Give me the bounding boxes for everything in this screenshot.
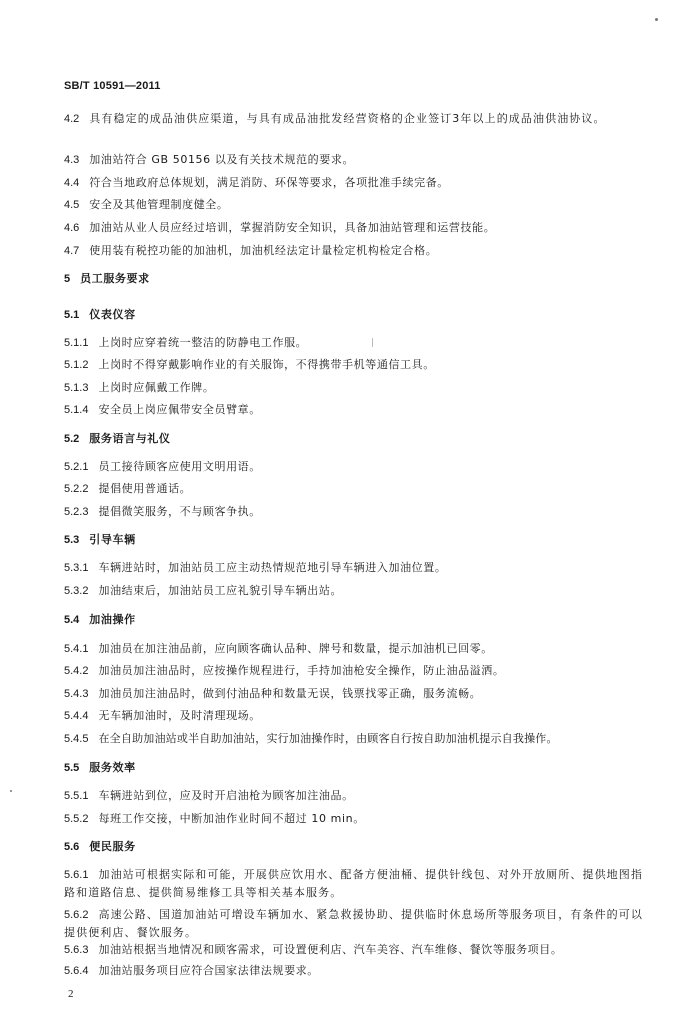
scan-speck (655, 18, 658, 21)
clause-5-2-1 (64, 458, 644, 476)
clause-5-1-2 (64, 356, 644, 374)
clause-text: 高速公路、国道加油站可增设车辆加水、紧急救援协助、提供临时休息场所等服务项目，有条件的可以提供便利店、餐饮服务。 (64, 908, 643, 939)
clause-number: 5.3.2 (64, 585, 89, 597)
clause-text: 使用装有税控功能的加油机，加油机经法定计量检定机构检定合格。 (89, 244, 438, 257)
section-title: 加油操作 (89, 613, 136, 626)
clause-number: 4.4 (64, 177, 80, 189)
clause-5-3-1 (64, 559, 644, 577)
subsection-heading-5-3 (64, 531, 644, 549)
clause-number: 5.6.3 (64, 944, 89, 956)
scan-speck (372, 338, 373, 347)
clause-number: 5.4.2 (64, 665, 89, 677)
clause-5-4-3 (64, 685, 644, 703)
clause-5-3-2 (64, 582, 644, 600)
clause-5-4-4 (64, 707, 644, 725)
clause-text: 符合当地政府总体规划，满足消防、环保等要求，各项批准手续完备。 (89, 176, 449, 189)
subsection-heading-5-2 (64, 430, 644, 448)
clause-5-6-1 (64, 866, 644, 902)
clause-number: 5.2.2 (64, 483, 89, 495)
clause-4-2 (64, 110, 644, 128)
section-title: 员工服务要求 (80, 272, 150, 285)
clause-number: 5.1.3 (64, 382, 89, 394)
clause-4-6 (64, 219, 644, 237)
clause-text: 员工接待顾客应使用文明用语。 (98, 460, 261, 473)
section-title: 引导车辆 (89, 533, 136, 546)
clause-number: 5.1.1 (64, 337, 89, 349)
clause-4-4 (64, 174, 644, 192)
subsection-heading-5-4 (64, 611, 644, 629)
clause-number: 5.3.1 (64, 562, 89, 574)
clause-text: 车辆进站到位，应及时开启油枪为顾客加注油品。 (98, 789, 354, 802)
clause-text: 上岗时应穿着统一整洁的防静电工作服。 (98, 336, 308, 349)
clause-text: 上岗时不得穿戴影响作业的有关服饰，不得携带手机等通信工具。 (98, 358, 435, 371)
clause-5-4-1 (64, 640, 644, 658)
clause-text: 在全自助加油站或半自助加油站，实行加油操作时，由顾客自行按自助加油机提示自我操作。 (98, 732, 558, 745)
clause-text: 加油站符合 GB 50156 以及有关技术规范的要求。 (89, 153, 355, 166)
clause-5-6-4 (64, 962, 644, 980)
clause-number: 5.6.4 (64, 965, 89, 977)
clause-5-1-1 (64, 334, 644, 352)
clause-number: 5.2.1 (64, 461, 89, 473)
page-number: 2 (68, 988, 74, 1000)
clause-text: 加油站服务项目应符合国家法律法规要求。 (98, 964, 319, 977)
section-number: 5.2 (64, 433, 80, 445)
section-number: 5.5 (64, 762, 80, 774)
clause-number: 5.6.2 (64, 909, 89, 921)
clause-text: 加油站根据当地情况和顾客需求，可设置便利店、汽车美容、汽车维修、餐饮等服务项目。 (98, 943, 563, 956)
clause-number: 4.3 (64, 154, 80, 166)
clause-number: 5.4.4 (64, 710, 89, 722)
section-title: 仪表仪容 (89, 308, 136, 321)
clause-5-1-3 (64, 379, 644, 397)
clause-5-5-2 (64, 810, 644, 828)
clause-5-2-2 (64, 480, 644, 498)
clause-text: 加油站可根据实际和可能，开展供应饮用水、配备方便油桶、提供针线包、对外开放厕所、提供地图指路和道路信息、提供简易维修工具等相关基本服务。 (64, 868, 643, 899)
subsection-heading-5-6 (64, 838, 644, 856)
clause-text: 加油员在加注油品前，应向顾客确认品种、牌号和数量，提示加油机已回零。 (98, 642, 493, 655)
clause-number: 5.5.2 (64, 813, 89, 825)
clause-5-4-2 (64, 662, 644, 680)
section-title: 便民服务 (89, 840, 136, 853)
clause-5-6-2 (64, 906, 644, 942)
clause-text: 提倡使用普通话。 (98, 482, 192, 495)
clause-number: 4.7 (64, 245, 80, 257)
clause-number: 4.5 (64, 199, 80, 211)
standard-code: SB/T 10591—2011 (64, 80, 161, 92)
clause-4-5 (64, 196, 644, 214)
clause-number: 5.1.4 (64, 404, 89, 416)
clause-text: 无车辆加油时，及时清理现场。 (98, 709, 261, 722)
section-title: 服务效率 (89, 761, 136, 774)
clause-number: 4.2 (64, 113, 80, 125)
clause-number: 5.4.1 (64, 643, 89, 655)
clause-text: 车辆进站时，加油站员工应主动热情规范地引导车辆进入加油位置。 (98, 561, 447, 574)
section-title: 服务语言与礼仪 (89, 432, 171, 445)
clause-number: 5.6.1 (64, 869, 89, 881)
clause-number: 5.4.5 (64, 733, 89, 745)
clause-text: 加油员加注油品时，做到付油品种和数量无误，钱票找零正确，服务流畅。 (98, 687, 482, 700)
clause-text: 每班工作交接，中断加油作业时间不超过 10 min。 (98, 812, 365, 825)
clause-text: 提倡微笑服务，不与顾客争执。 (98, 505, 261, 518)
clause-text: 加油员加注油品时，应按操作规程进行，手持加油枪安全操作，防止油品溢洒。 (98, 664, 505, 677)
clause-number: 5.5.1 (64, 790, 89, 802)
clause-text: 安全员上岗应佩带安全员臂章。 (98, 403, 261, 416)
clause-4-3 (64, 151, 644, 169)
clause-5-1-4 (64, 401, 644, 419)
clause-5-4-5 (64, 730, 654, 748)
clause-number: 4.6 (64, 222, 80, 234)
clause-number: 5.4.3 (64, 688, 89, 700)
clause-4-7 (64, 242, 644, 260)
clause-text: 加油站从业人员应经过培训，掌握消防安全知识，具备加油站管理和运营技能。 (89, 221, 496, 234)
clause-5-6-3 (64, 941, 644, 959)
section-number: 5.6 (64, 841, 80, 853)
section-number: 5.3 (64, 534, 80, 546)
clause-text: 上岗时应佩戴工作牌。 (98, 381, 215, 394)
subsection-heading-5-1 (64, 306, 644, 324)
clause-text: 安全及其他管理制度健全。 (89, 198, 229, 211)
section-number: 5.4 (64, 614, 80, 626)
clause-number: 5.2.3 (64, 506, 89, 518)
clause-5-5-1 (64, 787, 644, 805)
clause-text: 加油结束后，加油站员工应礼貌引导车辆出站。 (98, 584, 343, 597)
clause-number: 5.1.2 (64, 359, 89, 371)
section-number: 5.1 (64, 309, 80, 321)
section-heading-5 (64, 270, 644, 288)
section-number: 5 (64, 273, 71, 285)
subsection-heading-5-5 (64, 759, 644, 777)
clause-text: 具有稳定的成品油供应渠道，与具有成品油批发经营资格的企业签订3年以上的成品油供油协议。 (89, 112, 606, 125)
clause-5-2-3 (64, 503, 644, 521)
scan-speck (10, 790, 12, 792)
